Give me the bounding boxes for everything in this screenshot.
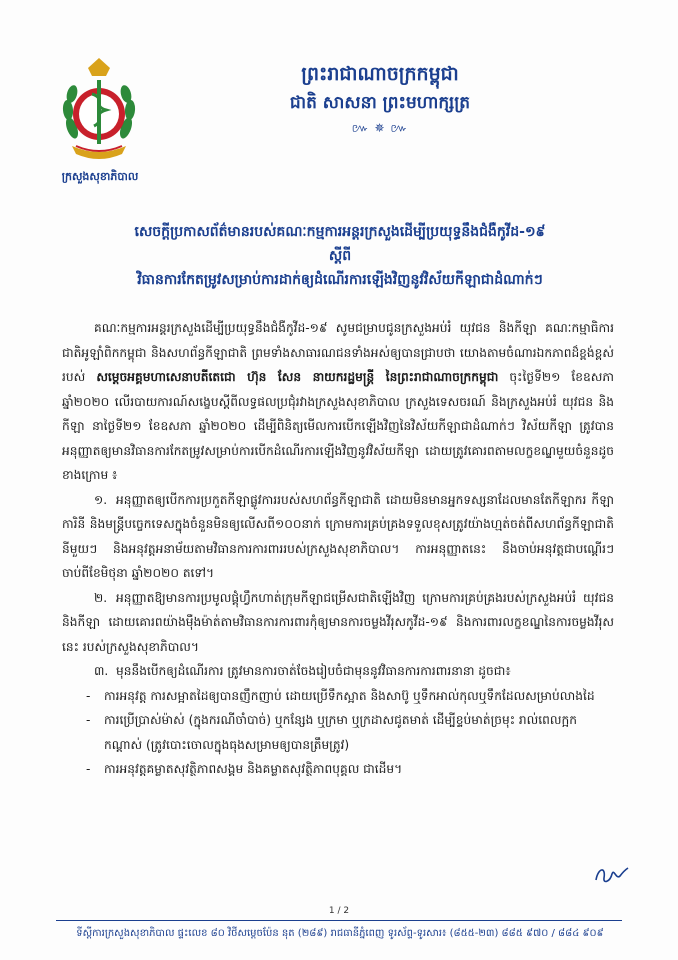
item-number: ១. (94, 492, 108, 507)
intro-text-1: គណៈកម្មការអន្តរក្រសួងដើម្បីប្រយុទ្ធនឹងជំងឺកូវីដ-១៩ សូមជម្រាបជូនក្រសួងអប់រំ យុវជន និងកីឡា គណៈកម្មាធិការជាតិអូឡាំពិកកម្ពុជា និងសហព័ន្ធកីឡាជាតិ ព្រមទាំងសាធារណជនទាំងអស់ឲ្យបានជ្រាបថា យោងតាមចំណារឯកភាពដ៏ខ្ពង់ខ្ពស់របស់ (62, 321, 614, 384)
footer-divider (56, 920, 622, 921)
intro-paragraph (62, 316, 614, 488)
item-number: ២. (94, 590, 108, 605)
list-item (62, 659, 614, 684)
title-line-1: សេចក្តីប្រកាសព័ត៌មានរបស់គណៈកម្មការអន្តរក្រសួងដើម្បីប្រយុទ្ធនឹងជំងឺកូវីដ-១៩ (134, 224, 546, 240)
measures-list (62, 684, 614, 782)
item-number: ៣. (94, 664, 109, 678)
footer-address: ទីស្តីការក្រសួងសុខាភិបាល ផ្ទះលេខ ៨០ វិថីសម្តេចប៉ែន នុត (២៨៩) រាជធានីភ្នំពេញ ទូរស័ព្ទ-ទូរសារ៖ (៨៥៥-២៣) ៨៨៥ ៩៧០ / ៨៨៤ ៩០៩ (76, 928, 604, 939)
list-item (62, 586, 614, 660)
list-item (62, 488, 614, 586)
document-body (62, 316, 614, 782)
ornament-divider: ៚ ✵ ៚ (351, 121, 409, 135)
title-line-3: វិធានការកែតម្រូវសម្រាប់ការដាក់ឲ្យដំណើរការឡើងវិញនូវវិស័យកីឡាជាដំណាក់ៗ (137, 272, 543, 288)
ministry-emblem-icon (58, 58, 140, 168)
ministry-name: ក្រសួងសុខាភិបាល (61, 170, 139, 183)
bullet-item: - ការអនុវត្តគម្លាតសុវត្ថិភាពសង្គម និងគម្លាតសុវត្ថិភាពបុគ្គល ជាដើម។ (62, 757, 614, 782)
page-number: 1 / 2 (328, 906, 350, 916)
item-text: អនុញ្ញាតឱ្យមានការប្រមូលផ្តុំហ្វឹកហាត់ក្រុមកីឡាជម្រើសជាតិឡើងវិញ ក្រោមការគ្រប់គ្រងរបស់ក្រសួងអប់រំ យុវជន និងកីឡា ដោយគោរពយ៉ាងម៉ឺងម៉ាត់តាមវិធានការការពារកុំឲ្យមានការចម្លងវីរុសកូវីដ-១៩ និងការពារលក្ខខណ្ឌនៃការចម្លងវីរុសនេះ របស់ក្រសួងសុខាភិបាល។ (62, 590, 614, 654)
prime-minister-name: សម្តេចអគ្គមហាសេនាបតីតេជោ ហ៊ុន សែន នាយករដ្ឋមន្ត្រី នៃព្រះរាជាណាចក្រកម្ពុជា (96, 370, 499, 384)
intro-text-2: ចុះថ្ងៃទី២១ ខែឧសភា ឆ្នាំ២០២០ លើរបាយការណ៍សង្ខេបស្តីពីលទ្ធផលប្រជុំរវាងក្រសួងសុខាភិបាល ក្រសួងទេសចរណ៍ និងក្រសួងអប់រំ យុវជន និងកីឡា នាថ្ងៃទី២១ ខែឧសភា ឆ្នាំ២០២០ ដើម្បីពិនិត្យមើលការបើកឡើងវិញនៃវិស័យកីឡាជាដំណាក់ៗ វិស័យកីឡា ត្រូវបានអនុញ្ញាតឲ្យមានវិធានការកែតម្រូវសម្រាប់ការបើកដំណើរការឡើងវិញនូវវិស័យកីឡា ដោយត្រូវគោរពតាមលក្ខខណ្ឌមួយចំនួនដូចខាងក្រោម ៖ (62, 370, 614, 482)
initials-signature-icon (592, 862, 632, 888)
kingdom-heading: ព្រះរាជាណាចក្រកម្ពុជា (301, 63, 459, 85)
bullet-item: - ការប្រើប្រាស់ម៉ាស់ (ក្នុងករណីចាំបាច់) ឬកន្សែង ឬក្រមា ឬក្រដាសជូតមាត់ ដើម្បីខ្ទប់មាត់ច្រមុះ រាល់ពេលក្អកកណ្តាស់ (ត្រូវបោះចោលក្នុងធុងសម្រាមឲ្យបានត្រឹមត្រូវ) (62, 708, 614, 757)
title-line-2: ស្តីពី (328, 248, 352, 264)
national-motto: ជាតិ សាសនា ព្រះមហាក្សត្រ (289, 93, 471, 113)
item-text: អនុញ្ញាតឲ្យបើកការប្រកួតកីឡាផ្លូវការរបស់សហព័ន្ធកីឡាជាតិ ដោយមិនមានអ្នកទស្សនាដែលមានតែកីឡាករ កីឡាការិនី និងមន្ត្រីបច្ចេកទេសក្នុងចំនួនមិនឲ្យលើសពី១០០នាក់ ក្រោមការគ្រប់គ្រងទទួលខុសត្រូវយ៉ាងហ្មត់ចត់ពីសហព័ន្ធកីឡាជាតិនីមួយៗ និងអនុវត្តអនាម័យតាមវិធានការការពាររបស់ក្រសួងសុខាភិបាល។ ការអនុញ្ញាតនេះ នឹងចាប់អនុវត្តជាបណ្តើរៗចាប់ពីខែមិថុនា ឆ្នាំ២០២០ តទៅ។ (62, 492, 614, 580)
bullet-item: - ការអនុវត្ត ការសម្អាតដៃឲ្យបានញឹកញាប់ ដោយប្រើទឹកស្អាត និងសាប៊ូ ឬទឹកអាល់កុលឬទឹកដែលសម្រាប់លាងដៃ (62, 684, 614, 709)
item-text: មុននឹងបើកឲ្យដំណើរការ ត្រូវមានការចាត់ចែងរៀបចំជាមុននូវវិធានការការពារនានា ដូចជា៖ (116, 664, 511, 678)
